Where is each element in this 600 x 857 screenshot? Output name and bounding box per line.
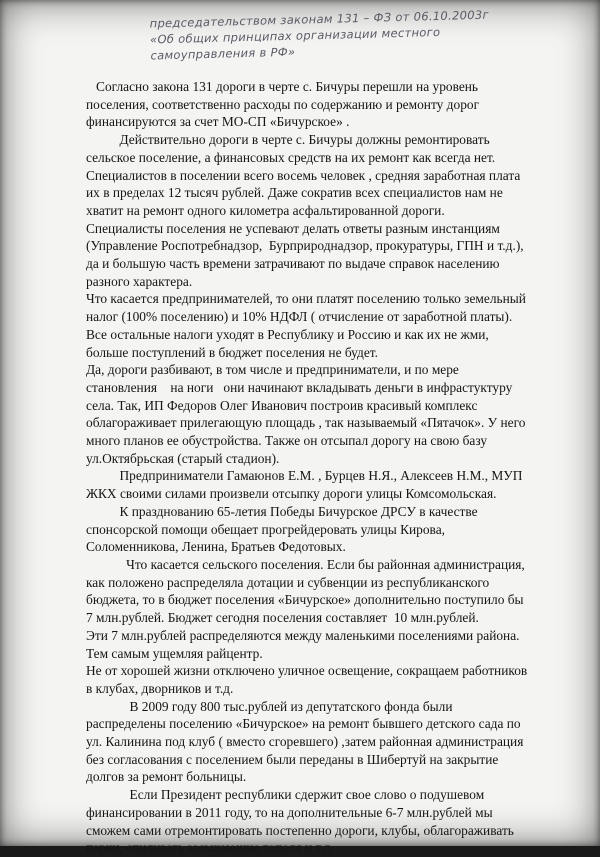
text-line: (Управление Роспотребнадзор, Бурприроднадзор, прокуратуры, ГПН и т.д.),	[86, 238, 524, 254]
text-line: разного характера.	[86, 273, 193, 289]
handwritten-line: самоуправления в РФ»	[150, 44, 296, 63]
text-line: Да, дороги разбивают, в том числе и предприниматели, и по мере	[86, 362, 459, 378]
text-line: в клубах, дворников и т.д.	[86, 680, 234, 696]
text-line: хватит на ремонт одного километра асфальтированной дороги.	[86, 202, 445, 218]
text-line: Действительно дороги в черте с. Бичуры должны ремонтировать	[86, 132, 490, 148]
text-line: В 2009 году 800 тыс.рублей из депутатского фонда были	[86, 698, 453, 714]
document-body	[86, 78, 574, 857]
text-line: сельское поселение, а финансовых средств на их ремонт как всегда нет.	[86, 149, 496, 165]
text-line: парки, спиливать засыхающие тополя и т.д.	[86, 840, 334, 856]
text-line: Тем самым ущемляя райцентр.	[86, 645, 263, 661]
handwritten-note	[149, 5, 570, 64]
text-line: ЖКХ своими силами произвели отсыпку дороги улицы Комсомольская.	[86, 486, 497, 502]
text-line: Эти 7 млн.рублей распределяются между маленькими поселениями района.	[86, 627, 520, 643]
text-line: без согласования с поселением были переданы в Шибертуй на закрытие	[86, 751, 499, 767]
text-line: долгов за ремонт больницы.	[86, 769, 247, 785]
text-line: поселения, соответственно расходы по содержанию и ремонту дорог	[86, 96, 480, 112]
handwritten-line: председательством законам 131 – ФЗ от 06.10.2003г	[149, 7, 489, 31]
text-line: спонсорской помощи обещает прогрейдеровать улицы Кирова,	[86, 521, 445, 537]
text-line: распределены поселению «Бичурское» на ремонт бывшего детского сада по	[86, 716, 521, 732]
text-line: Что касается предпринимателей, то они платят поселению только земельный	[86, 291, 526, 307]
text-line: Специалисты поселения не успевают делать ответы разным инстанциям	[86, 220, 500, 236]
text-line: Не от хорошей жизни отключено уличное освещение, сокращаем работников	[86, 663, 528, 679]
text-line: сможем сами отремонтировать постепенно дороги, клубы, облагораживать	[86, 822, 514, 838]
text-line: становления на ноги они начинают вкладывать деньги в инфрастуктуру	[86, 379, 513, 395]
text-line: села. Так, ИП Федоров Олег Иванович построив красивый комплекс	[86, 397, 478, 413]
text-line: налог (100% поселению) и 10% НДФЛ ( отчисление от заработной платы).	[86, 309, 513, 325]
text-line: ул.Октябрьская (старый стадион).	[86, 450, 280, 466]
text-line: Что касается сельского поселения. Если бы районная администрация,	[86, 556, 525, 572]
text-line: Специалистов в поселении всего восемь человек , средняя заработная плата	[86, 167, 521, 183]
text-line: как положено распределяла дотации и субвенции из республиканского	[86, 574, 490, 590]
text-line: много планов ее обустройства. Также он отсыпал дорогу на свою базу	[86, 433, 488, 449]
text-line: финансировании в 2011 году, то на дополнительные 6-7 млн.рублей мы	[86, 804, 493, 820]
text-line: финансируются за счет МО-СП «Бичурское» .	[86, 114, 350, 130]
text-line: Все остальные налоги уходят в Республику и Россию и как их не жми,	[86, 326, 489, 342]
text-line: их в пределах 12 тысяч рублей. Даже сократив всех специалистов нам не	[86, 185, 503, 201]
handwritten-line: «Об общих принципах организации местного	[149, 24, 441, 47]
text-line: 7 млн.рублей. Бюджет сегодня поселения составляет 10 млн.рублей.	[86, 610, 479, 626]
text-line: больше поступлений в бюджет поселения не будет.	[86, 344, 378, 360]
text-line: бюджета, то в бюджет поселения «Бичурское» дополнительно поступило бы	[86, 592, 524, 608]
text-line: Предприниматели Гамаюнов Е.М. , Бурцев Н.Я., Алексеев Н.М., МУП	[86, 468, 523, 484]
text-line: ул. Калинина под клуб ( вместо сгоревшего) ,затем районная администрация	[86, 734, 524, 750]
text-line: К празднованию 65-летия Победы Бичурское ДРСУ в качестве	[86, 503, 478, 519]
text-line: Соломенникова, Ленина, Братьев Федотовых.	[86, 539, 346, 555]
text-line: облагораживает прилегающую площадь , так называемый «Пятачок». У него	[86, 415, 526, 431]
text-line: Согласно закона 131 дороги в черте с. Бичуры перешли на уровень	[86, 79, 479, 94]
text-line: Если Президент республики сдержит свое слово о подушевом	[86, 787, 485, 803]
text-line: да и большую часть времени затрачивают по выдаче справок населению	[86, 256, 500, 272]
